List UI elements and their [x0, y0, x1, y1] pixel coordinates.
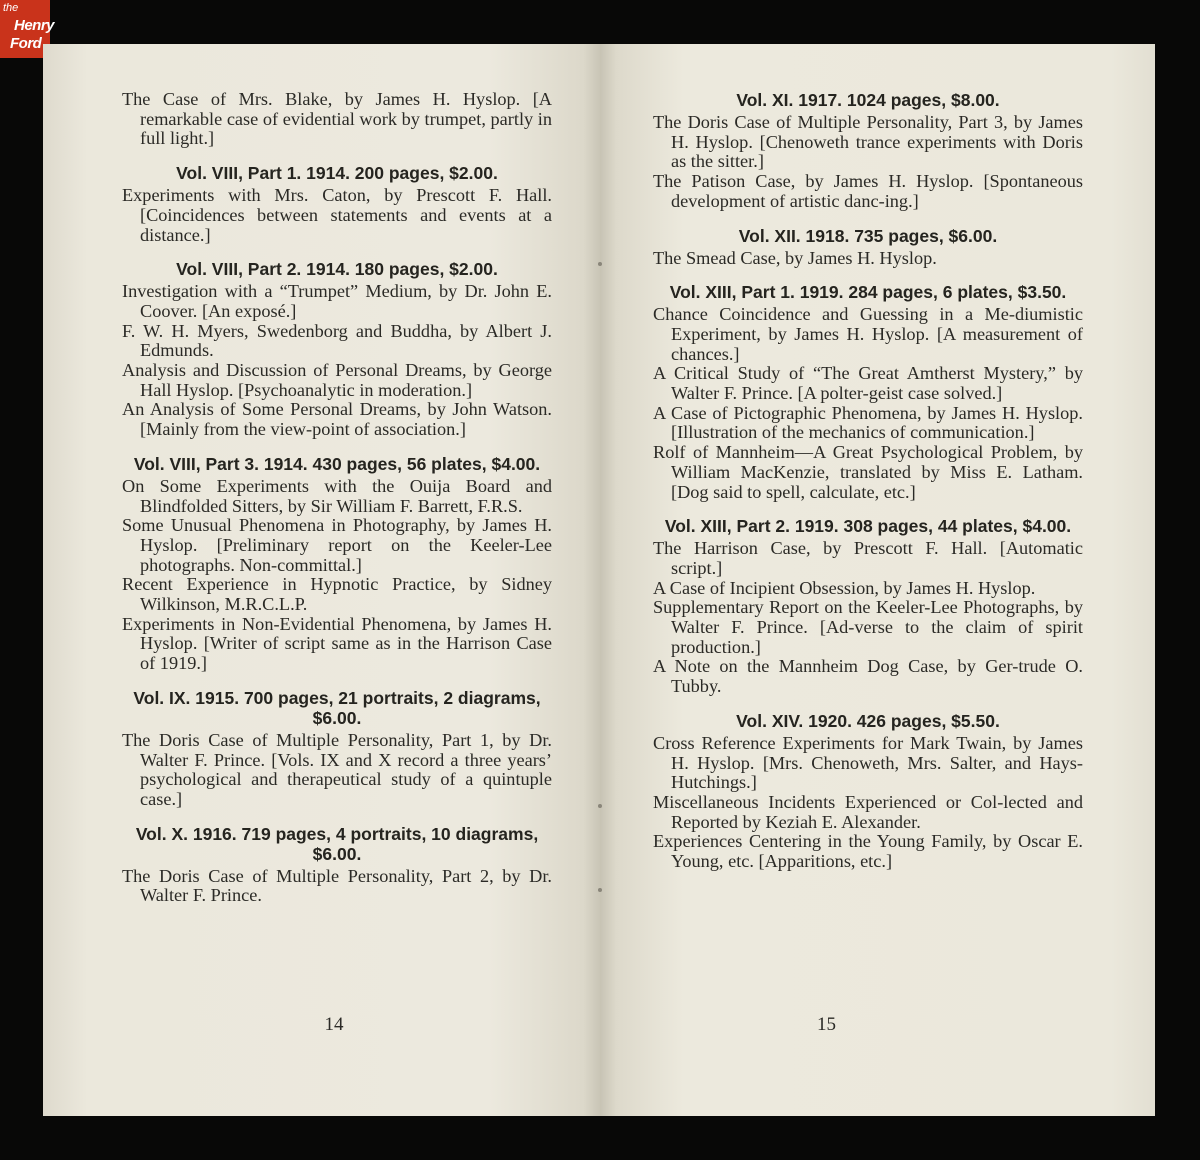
gutter-mark [598, 262, 602, 266]
logo-henry: Henry [14, 17, 55, 34]
right-page-text [653, 90, 1083, 872]
volume-heading: Vol. XII. 1918. 735 pages, $6.00. [738, 225, 998, 246]
right-page [600, 44, 1155, 1116]
article-entry: Cross Reference Experiments for Mark Twain, by James H. Hyslop. [Mrs. Chenoweth, Mrs. Salter, and Hays-Hutchings.] [653, 732, 1083, 793]
article-entry: The Patison Case, by James H. Hyslop. [Spontaneous development of artistic danc-ing.] [653, 171, 1083, 211]
article-entry: The Case of Mrs. Blake, by James H. Hyslop. [A remarkable case of evidential work by trumpet, partly in full light.] [122, 89, 552, 149]
article-entry: Miscellaneous Incidents Experienced or Col-lected and Reported by Keziah E. Alexander. [653, 791, 1083, 832]
logo-ford: Ford [10, 35, 42, 52]
article-entry: Supplementary Report on the Keeler-Lee Photographs, by Walter F. Prince. [Ad-verse to the claim of spirit production.] [653, 597, 1083, 657]
logo-the: the [3, 2, 19, 14]
volume-heading: Vol. X. 1916. 719 pages, 4 portraits, 10 diagrams, $6.00. [135, 823, 539, 864]
article-entry: Investigation with a “Trumpet” Medium, by Dr. John E. Coover. [An exposé.] [122, 281, 552, 321]
gutter-mark [598, 804, 602, 808]
article-entry: Recent Experience in Hypnotic Practice, by Sidney Wilkinson, M.R.C.L.P. [122, 574, 552, 615]
article-entry: A Critical Study of “The Great Amtherst Mystery,” by Walter F. Prince. [A polter-geist case solved.] [653, 363, 1083, 404]
article-entry: A Note on the Mannheim Dog Case, by Ger-trude O. Tubby. [653, 656, 1083, 697]
page-number: 15 [817, 1014, 836, 1035]
article-entry: The Harrison Case, by Prescott F. Hall. [Automatic script.] [653, 538, 1083, 578]
gutter-mark [598, 888, 602, 892]
article-entry: Rolf of Mannheim—A Great Psychological Problem, by William MacKenzie, translated by Miss E. Latham. [Dog said to spell, calculate, etc.] [653, 442, 1083, 502]
article-entry: Experiments in Non-Evidential Phenomena, by James H. Hyslop. [Writer of script same as in the Harrison Case of 1919.] [122, 613, 552, 674]
page-number: 14 [324, 1014, 344, 1035]
article-entry: Experiences Centering in the Young Family, by Oscar E. Young, etc. [Apparitions, etc.] [653, 831, 1083, 872]
article-entry: A Case of Incipient Obsession, by James H. Hyslop. [653, 577, 1036, 598]
article-entry: The Smead Case, by James H. Hyslop. [653, 247, 937, 268]
article-entry: Analysis and Discussion of Personal Dreams, by George Hall Hyslop. [Psychoanalytic in moderation.] [122, 360, 552, 400]
article-entry: Chance Coincidence and Guessing in a Me-diumistic Experiment, by James H. Hyslop. [A measurement of chances.] [653, 304, 1083, 364]
article-entry: Experiments with Mrs. Caton, by Prescott F. Hall. [Coincidences between statements and events at a distance.] [122, 185, 552, 245]
article-entry: An Analysis of Some Personal Dreams, by John Watson. [Mainly from the view-point of association.] [122, 399, 552, 440]
article-entry: The Doris Case of Multiple Personality, Part 1, by Dr. Walter F. Prince. [Vols. IX and X record a three years’ psychological and therapeutical study of a quintuple case.] [122, 729, 552, 809]
left-page-text [122, 90, 552, 906]
left-page [43, 44, 600, 1116]
article-entry: The Doris Case of Multiple Personality, Part 3, by James H. Hyslop. [Chenoweth trance experiments with Doris as the sitter.] [653, 112, 1083, 172]
volume-heading: Vol. VIII, Part 1. 1914. 200 pages, $2.00. [176, 163, 498, 184]
volume-heading: Vol. XIII, Part 2. 1919. 308 pages, 44 plates, $4.00. [664, 516, 1072, 537]
article-entry: A Case of Pictographic Phenomena, by James H. Hyslop. [Illustration of the mechanics of communication.] [653, 402, 1083, 443]
volume-heading: Vol. VIII, Part 3. 1914. 430 pages, 56 plates, $4.00. [133, 453, 541, 474]
article-entry: F. W. H. Myers, Swedenborg and Buddha, by Albert J. Edmunds. [122, 320, 552, 361]
volume-heading: Vol. IX. 1915. 700 pages, 21 portraits, 2 diagrams, $6.00. [133, 687, 541, 728]
volume-heading: Vol. VIII, Part 2. 1914. 180 pages, $2.00. [176, 259, 498, 280]
article-entry: The Doris Case of Multiple Personality, Part 2, by Dr. Walter F. Prince. [122, 865, 552, 906]
article-entry: On Some Experiments with the Ouija Board and Blindfolded Sitters, by Sir William F. Barrett, F.R.S. [122, 475, 552, 516]
volume-heading: Vol. XIII, Part 1. 1919. 284 pages, 6 plates, $3.50. [669, 282, 1067, 303]
article-entry: Some Unusual Phenomena in Photography, by James H. Hyslop. [Preliminary report on the Keeler-Lee photographs. Non-committal.] [122, 515, 552, 575]
volume-heading: Vol. XIV. 1920. 426 pages, $5.50. [736, 710, 1000, 731]
volume-heading: Vol. XI. 1917. 1024 pages, $8.00. [736, 90, 1000, 110]
